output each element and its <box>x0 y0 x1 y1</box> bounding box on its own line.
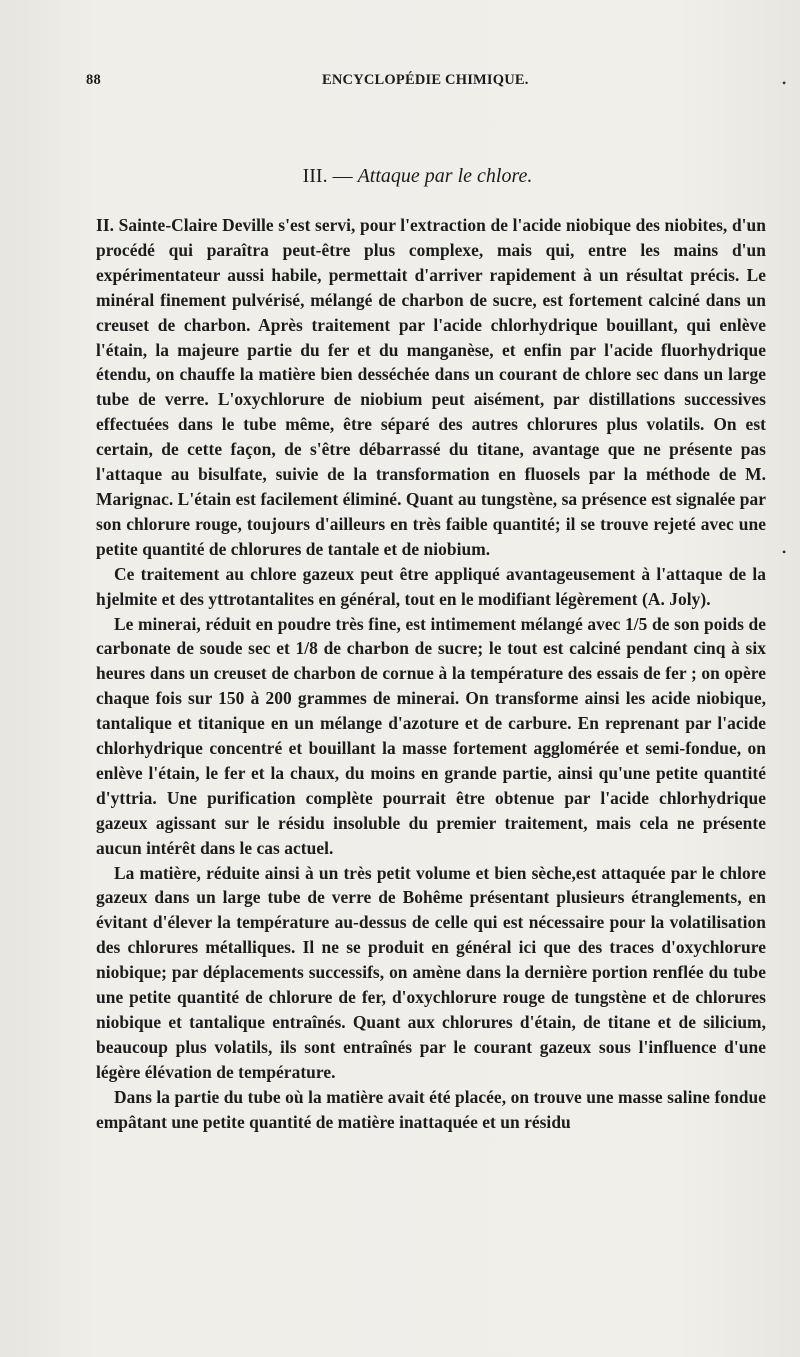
section-title <box>0 165 800 188</box>
page-header <box>86 72 780 96</box>
paragraph: Le minerai, réduit en poudre très fine, est intimement mélangé avec 1/5 de son poids de carbonate de soude sec et 1/8 de charbon de sucre; le tout est calciné pendant cinq à six heures dans un creuset de charbon de cornue à la température des essais de fer ; on opère chaque fois sur 150 à 200 grammes de minerai. On transforme ainsi les acide niobique, tantalique et titanique en un mélange d'azoture et de carbure. En reprenant par l'acide chlorhydrique concentré et bouillant la masse fortement agglomérée et semi-fondue, on enlève l'étain, le fer et la chaux, du moins en grande partie, ainsi qu'une petite quantité d'yttria. Une purification complète pourrait être obtenue par l'acide chlorhydrique gazeux agissant sur le résidu insoluble du premier traitement, mais cela ne présente aucun intérêt dans le cas actuel. <box>96 613 766 858</box>
paragraph: Ce traitement au chlore gazeux peut être appliqué avantageusement à l'attaque de la hjelmite et des yttrotantalites en général, tout en le modifiant légèrement (A. Joly). <box>96 563 766 609</box>
section-heading: Attaque par le chlore. <box>357 165 533 187</box>
paragraph: Dans la partie du tube où la matière avait été placée, on trouve une masse saline fondue empâtant une petite quantité de matière inattaquée et un résidu <box>96 1086 766 1132</box>
margin-dot-mark: • <box>782 545 787 559</box>
paragraph: II. Sainte-Claire Deville s'est servi, pour l'extraction de l'acide niobique des niobites, d'un procédé qui paraîtra peut-être plus complexe, mais qui, entre les mains d'un expérimentateur aussi habile, permettait d'arriver rapidement à un résultat précis. Le minéral finement pulvérisé, mélangé de charbon de sucre, est fortement calciné dans un creuset de charbon. Après traitement par l'acide chlorhydrique bouillant, qui enlève l'étain, la majeure partie du fer et du manganèse, et enfin par l'acide fluorhydrique étendu, on chauffe la matière bien desséchée dans un courant de chlore sec dans un large tube de verre. L'oxychlorure de niobium peut aisément, par distillations successives effectuées dans le tube même, être séparé des autres chlorures plus volatils. On est certain, de cette façon, de s'être débarrassé du titane, avantage que ne présente pas l'attaque au bisulfate, suivie de la transformation en fluosels par la méthode de M. Marignac. L'étain est facilement éliminé. Quant au tungstène, sa présence est signalée par son chlorure rouge, toujours d'ailleurs en très faible quantité; il se trouve rejeté avec une petite quantité de chlorures de tantale et de niobium. <box>96 215 766 559</box>
page-number: 88 <box>86 72 101 88</box>
margin-dot-mark: • <box>782 76 787 90</box>
running-title: ENCYCLOPÉDIE CHIMIQUE. <box>322 72 529 88</box>
paragraph: La matière, réduite ainsi à un très petit volume et bien sèche,est attaquée par le chlore gazeux dans un large tube de verre de Bohême présentant plusieurs étranglements, en évitant d'élever la température au-dessus de celle qui est nécessaire pour la volatilisation des chlorures métalliques. Il ne se produit en général ici que des traces d'oxychlorure niobique; par déplacements successifs, on amène dans la dernière portion renflée du tube une petite quantité de chlorure de fer, d'oxychlorure rouge de tungstène et de chlorures niobique et tantalique entraînés. Quant aux chlorures d'étain, de titane et de silicium, beaucoup plus volatils, ils sont entraînés par le courant gazeux sous l'influence d'une légère élévation de température. <box>96 862 766 1082</box>
body-text <box>96 213 766 1135</box>
section-numeral: III. — <box>302 165 358 187</box>
